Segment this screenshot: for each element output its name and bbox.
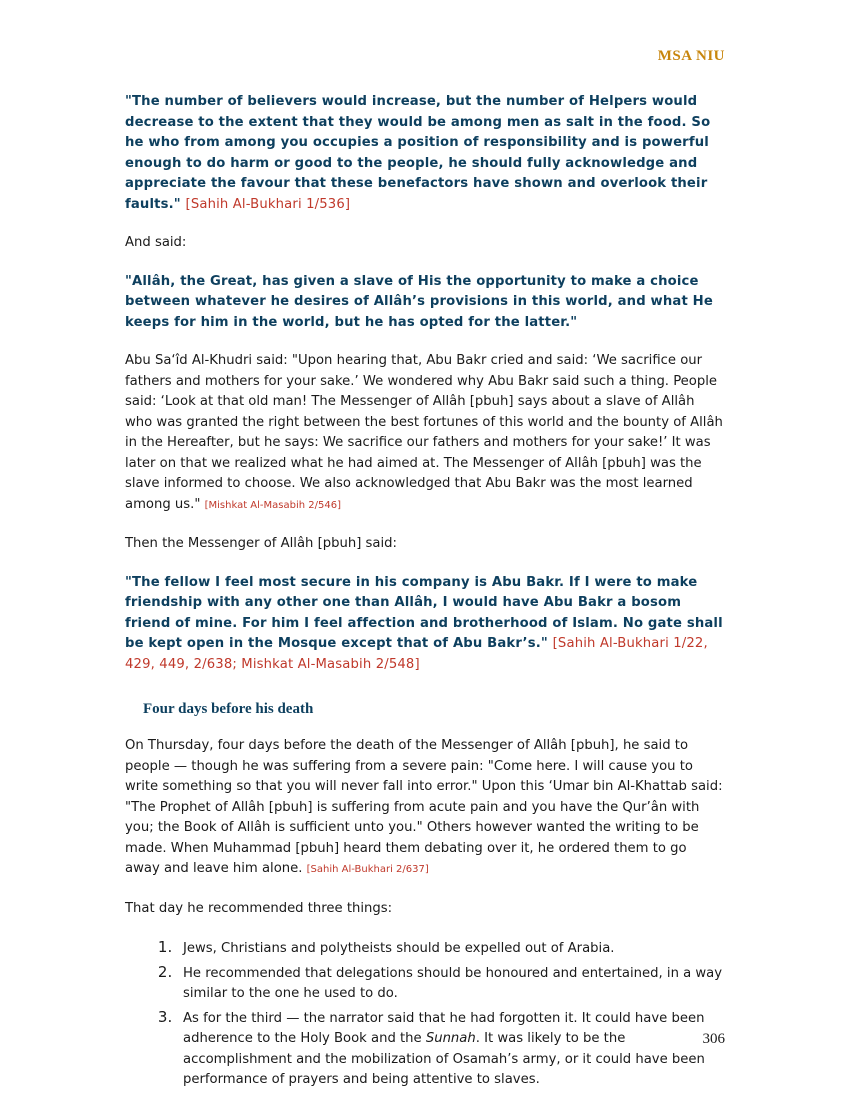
page-header-title: MSA NIU <box>657 48 725 64</box>
paragraph-then-messenger-said: Then the Messenger of Allâh [pbuh] said: <box>125 536 397 551</box>
list-item: 2. He recommended that delegations should be honoured and entertained, in a way similar to the one he used to do. <box>177 962 725 1005</box>
paragraph-hadith-abu-bakr <box>125 573 725 676</box>
reference-bukhari-2-637: [Sahih Al-Bukhari 2/637] <box>306 864 429 875</box>
list-item <box>177 1007 725 1091</box>
hadith-helpers-text: "The number of believers would increase, but the number of Helpers would decrease to the extent that they would be among men as salt in the food. So he who from among you occupies a position of responsibility and is powerful enough to do harm or good to the people, he should fully acknowledge and appreciate the favour that these benefactors have shown and overlook their faults." <box>125 94 711 212</box>
section-heading-four-days: Four days before his death <box>143 701 314 717</box>
recommendations-list <box>125 937 725 1091</box>
paragraph-and-said: And said: <box>125 235 187 250</box>
document-body <box>125 92 725 1093</box>
list-item-emphasis: Sunnah <box>425 1031 476 1046</box>
reference-mishkat-2-546: [Mishkat Al-Masabih 2/546] <box>204 499 341 511</box>
paragraph-hadith-helpers <box>125 92 725 215</box>
list-item-text-start: As for the third — the narrator said that he had forgotten it. It could have been adherence to the Holy Book and the <box>183 1010 705 1046</box>
list-item-text-end: . It was likely to be the accomplishment and the mobilization of Osamah’s army, or it could have been performance of prayers and being attentive to slaves. <box>183 1031 705 1087</box>
list-item: 1. Jews, Christians and polytheists should be expelled out of Arabia. <box>177 937 725 960</box>
reference-bukhari-mishkat: [Sahih Al-Bukhari 1/22, 429, 449, 2/638; Mishkat Al-Masabih 2/548] <box>125 636 708 672</box>
paragraph-three-things-intro: That day he recommended three things: <box>125 900 393 916</box>
page-number: 306 <box>702 1031 725 1047</box>
paragraph-abu-said <box>125 351 725 516</box>
abu-said-text: Abu Sa‘îd Al-Khudri said: "Upon hearing that, Abu Bakr cried and said: ‘We sacrifice our fathers and mothers for your sake.’ We wondered why Abu Bakr said such a thing. People said: ‘Look at that old man! The Messenger of Allâh [pbuh] says about a slave of Allâh who was granted the right between the best fortunes of this world and the bounty of Allâh in the Hereafter, but he says: We sacrifice our fathers and mothers for your sake!’ It was later on that we realized what he had aimed at. The Messenger of Allâh [pbuh] was the slave informed to choose. We also acknowledged that Abu Bakr was the most learned among us." <box>125 353 723 512</box>
reference-bukhari-1-536: [Sahih Al-Bukhari 1/536] <box>185 196 351 212</box>
thursday-text: On Thursday, four days before the death of the Messenger of Allâh [pbuh], he said to people — though he was suffering from a severe pain: "Come here. I will cause you to write something so that you will never fall into error." Upon this ‘Umar bin Al-Khattab said: "The Prophet of Allâh [pbuh] is suffering from acute pain and you have the Qur’ân with you; the Book of Allâh is sufficient unto you." Others however wanted the writing to be made. When Muhammad [pbuh] heard them debating over it, he ordered them to go away and leave him alone. <box>125 738 723 876</box>
paragraph-thursday <box>125 736 725 881</box>
paragraph-hadith-choice: "Allâh, the Great, has given a slave of His the opportunity to make a choice between whatever he desires of Allâh’s provisions in this world, and what He keeps for him in the world, but he has opted for the latter." <box>125 273 713 330</box>
hadith-abu-bakr-text: "The fellow I feel most secure in his company is Abu Bakr. If I were to make friendship with any other one than Allâh, I would have Abu Bakr a bosom friend of mine. For him I feel affection and brotherhood of Islam. No gate shall be kept open in the Mosque except that of Abu Bakr’s." <box>125 574 723 651</box>
